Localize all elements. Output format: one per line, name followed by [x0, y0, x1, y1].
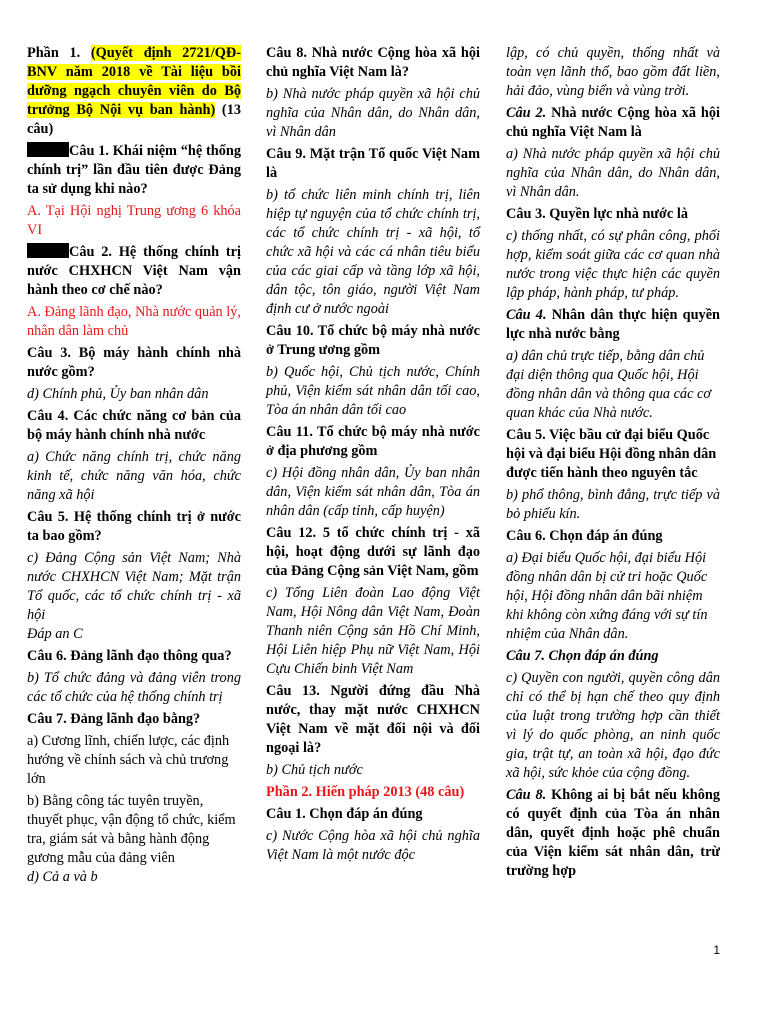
- part2-answer-1: c) Nước Cộng hòa xã hội chủ nghĩa Việt Nam là một nước độc: [266, 828, 480, 863]
- question-2-text: Câu 2. Hệ thống chính trị nước CHXHCN Việt Nam vận hành theo cơ chế nào?: [27, 244, 241, 298]
- part2-answer-5: b) phổ thông, bình đẳng, trực tiếp và bỏ phiếu kín.: [506, 487, 720, 522]
- answer-7a: a) Cương lĩnh, chiến lược, các định hướng về chính sách và chủ trương lớn: [27, 733, 230, 787]
- question-4: Câu 4. Các chức năng cơ bản của bộ máy hành chính nhà nước: [27, 408, 241, 443]
- question-2: [27, 243, 241, 300]
- part2-question-7: Câu 7. Chọn đáp án đúng: [506, 648, 659, 664]
- question-label: Câu 2.: [506, 105, 547, 121]
- question-3: Câu 3. Bộ máy hành chính nhà nước gồm?: [27, 345, 241, 380]
- part2-question-1: Câu 1. Chọn đáp án đúng: [266, 806, 423, 822]
- answer-7d: d) Cả a và b: [27, 869, 98, 885]
- question-label: Câu 8.: [506, 787, 547, 803]
- part1-prefix: Phần 1.: [27, 45, 91, 61]
- question-8: Câu 8. Nhà nước Cộng hòa xã hội chủ nghĩa Việt Nam là?: [266, 45, 480, 80]
- answer-11: c) Hội đồng nhân dân, Ủy ban nhân dân, Viện kiểm sát nhân dân, Tòa án nhân dân (cấp tỉnh, cấp huyện): [266, 465, 480, 519]
- part2-question-4: [506, 306, 720, 344]
- redaction-block: [27, 243, 69, 258]
- question-1-text: Câu 1. Khái niệm “hệ thống chính trị” lần đầu tiên được Đảng ta sử dụng khi nào?: [27, 143, 241, 197]
- redaction-block: [27, 142, 69, 157]
- question-12: Câu 12. 5 tổ chức chính trị - xã hội, hoạt động dưới sự lãnh đạo của Đảng Cộng sản Việt Nam, gồm: [266, 525, 480, 579]
- question-text: Nhà nước Cộng hòa xã hội chủ nghĩa Việt Nam là: [506, 105, 720, 140]
- part2-answer-6: a) Đại biểu Quốc hội, đại biểu Hội đồng nhân dân bị cử tri hoặc Quốc hội, Hội đồng nhân dân bãi nhiệm khi không còn xứng đáng với sự tín nhiệm của Nhân dân.: [506, 550, 708, 642]
- part2-question-8: [506, 786, 720, 881]
- answer-2: A. Đảng lãnh đạo, Nhà nước quản lý, nhân dân làm chủ: [27, 304, 241, 339]
- answer-3: d) Chính phủ, Ủy ban nhân dân: [27, 386, 209, 402]
- answer-4: a) Chức năng chính trị, chức năng kinh tế, chức năng văn hóa, chức năng xã hội: [27, 449, 241, 503]
- question-5: Câu 5. Hệ thống chính trị ở nước ta bao gồm?: [27, 509, 241, 544]
- column-1: [27, 44, 241, 890]
- question-13: Câu 13. Người đứng đầu Nhà nước, thay mặt nước CHXHCN Việt Nam về mặt đối nội và đối ngoại là?: [266, 683, 480, 756]
- question-1: [27, 142, 241, 199]
- question-label: Câu 4.: [506, 307, 547, 323]
- answer-6: b) Tổ chức đảng và đảng viên trong các tổ chức của hệ thống chính trị: [27, 670, 241, 705]
- part2-question-3: Câu 3. Quyền lực nhà nước là: [506, 206, 688, 222]
- answer-12: c) Tổng Liên đoàn Lao động Việt Nam, Hội Nông dân Việt Nam, Đoàn Thanh niên Cộng sản Hồ Chí Minh, Hội Liên hiệp Phụ nữ Việt Nam, Hội Cựu Chiến binh Việt Nam: [266, 585, 480, 677]
- question-9: Câu 9. Mặt trận Tổ quốc Việt Nam là: [266, 146, 480, 181]
- answer-13: b) Chủ tịch nước: [266, 762, 363, 778]
- part2-heading: Phần 2. Hiến pháp 2013 (48 câu): [266, 784, 465, 800]
- part2-question-6: Câu 6. Chọn đáp án đúng: [506, 528, 663, 544]
- part1-count: (13 câu): [27, 102, 241, 137]
- question-11: Câu 11. Tổ chức bộ máy nhà nước ở địa phương gồm: [266, 424, 480, 459]
- answer-5-note: Đáp an C: [27, 626, 83, 642]
- question-10: Câu 10. Tổ chức bộ máy nhà nước ở Trung ương gồm: [266, 323, 480, 358]
- question-text: Không ai bị bắt nếu không có quyết định của Tòa án nhân dân, quyết định hoặc phê chuẩn của Viện kiểm sát nhân dân, trừ trường hợp: [506, 787, 720, 879]
- question-text: Nhân dân thực hiện quyền lực nhà nước bằng: [506, 307, 720, 342]
- part2-question-2: [506, 104, 720, 142]
- part2-question-5: Câu 5. Việc bầu cử đại biểu Quốc hội và đại biểu Hội đồng nhân dân được tiến hành theo nguyên tắc: [506, 427, 717, 481]
- part1-heading: [27, 44, 241, 139]
- answer-1: A. Tại Hội nghị Trung ương 6 khóa VI: [27, 203, 241, 238]
- question-7: Câu 7. Đảng lãnh đạo bằng?: [27, 711, 201, 727]
- answer-7b: b) Bằng công tác tuyên truyền, thuyết phục, vận động tổ chức, kiểm tra, giám sát và bằng hành động gương mẫu của đảng viên: [27, 793, 236, 866]
- answer-10: b) Quốc hội, Chủ tịch nước, Chính phủ, Viện kiểm sát nhân dân tối cao, Tòa án nhân dân tối cao: [266, 364, 480, 418]
- column-2: [266, 44, 480, 868]
- question-6: Câu 6. Đảng lãnh đạo thông qua?: [27, 648, 232, 664]
- page-number: 1: [713, 943, 720, 957]
- part2-answer-1-continued: lập, có chủ quyền, thống nhất và toàn vẹn lãnh thổ, bao gồm đất liền, hải đảo, vùng biển và vùng trời.: [506, 45, 720, 99]
- part2-answer-4: a) dân chủ trực tiếp, bằng dân chủ đại diện thông qua Quốc hội, Hội đồng nhân dân và thông qua các cơ quan khác của Nhà nước.: [506, 348, 711, 421]
- answer-9: b) tổ chức liên minh chính trị, liên hiệp tự nguyện của tổ chức chính trị, các tổ chức chính trị - xã hội, tổ chức xã hội và các cá nhân tiêu biểu của các giai cấp và tầng lớp xã hội, dân tộc, tôn giáo, người Việt Nam định cư ở nước ngoài: [266, 187, 480, 317]
- part2-answer-7: c) Quyền con người, quyền công dân chỉ có thể bị hạn chế theo quy định của luật trong trường hợp cần thiết vì lý do quốc phòng, an ninh quốc gia, trật tự, an toàn xã hội, đạo đức xã hội, sức khỏe của cộng đồng.: [506, 670, 720, 781]
- answer-5: c) Đảng Cộng sản Việt Nam; Nhà nước CHXHCN Việt Nam; Mặt trận Tổ quốc, các tổ chức chính trị - xã hội: [27, 550, 241, 623]
- part2-answer-2: a) Nhà nước pháp quyền xã hội chủ nghĩa của Nhân dân, do Nhân dân, vì Nhân dân.: [506, 146, 720, 200]
- part1-source-highlight: (Quyết định 2721/QĐ-BNV năm 2018 về Tài liệu bồi dưỡng ngạch chuyên viên do Bộ trưởng Bộ Nội vụ ban hành): [27, 45, 241, 118]
- part2-answer-3: c) thống nhất, có sự phân công, phối hợp, kiểm soát giữa các cơ quan nhà nước trong việc thực hiện các quyền lập pháp, hành pháp, tư pháp.: [506, 228, 720, 301]
- answer-8: b) Nhà nước pháp quyền xã hội chủ nghĩa của Nhân dân, do Nhân dân, vì Nhân dân: [266, 86, 480, 140]
- column-3: [506, 44, 720, 884]
